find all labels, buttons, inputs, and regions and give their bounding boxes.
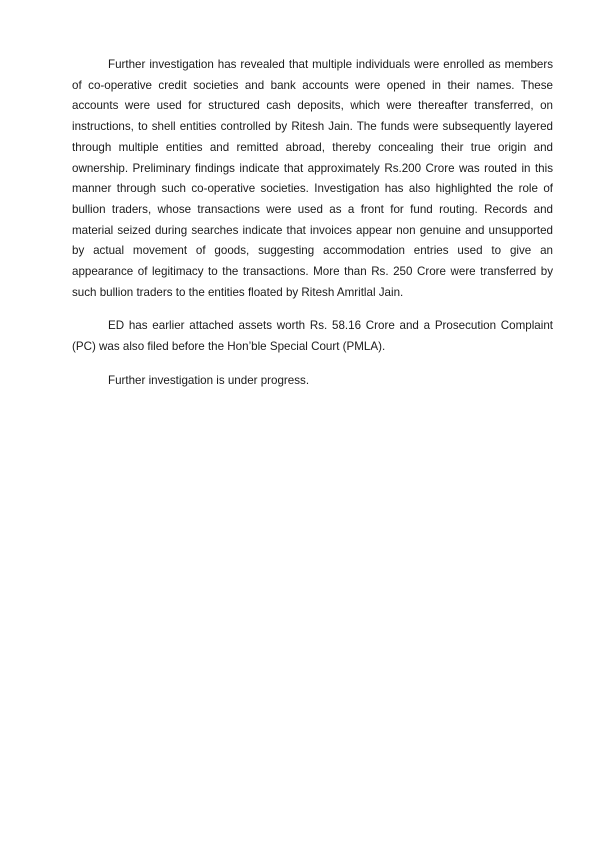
paragraph-investigation-findings: Further investigation has revealed that multiple individuals were enrolled as members of co-operative credit societies and bank accounts were opened in their names. These accounts were used for structured cash deposits, which were thereafter transferred, on instructions, to shell entities controlled by Ritesh Jain. The funds were subsequently layered through multiple entities and remitted abroad, thereby concealing their true origin and ownership. Preliminary findings indicate that approximately Rs.200 Crore was routed in this manner through such co-operative societies. Investigation has also highlighted the role of bullion traders, whose transactions were used as a front for fund routing. Records and material seized during searches indicate that invoices appear non genuine and unsupported by actual movement of goods, suggesting accommodation entries used to give an appearance of legitimacy to the transactions. More than Rs. 250 Crore were transferred by such bullion traders to the entities floated by Ritesh Amritlal Jain.	[72, 58, 553, 299]
paragraph-investigation-status: Further investigation is under progress.	[108, 373, 310, 387]
paragraph-attached-assets: ED has earlier attached assets worth Rs. 58.16 Crore and a Prosecution Complaint (PC) was also filed before the Hon’ble Special Court (PMLA).	[72, 319, 553, 354]
document-body	[72, 55, 553, 405]
